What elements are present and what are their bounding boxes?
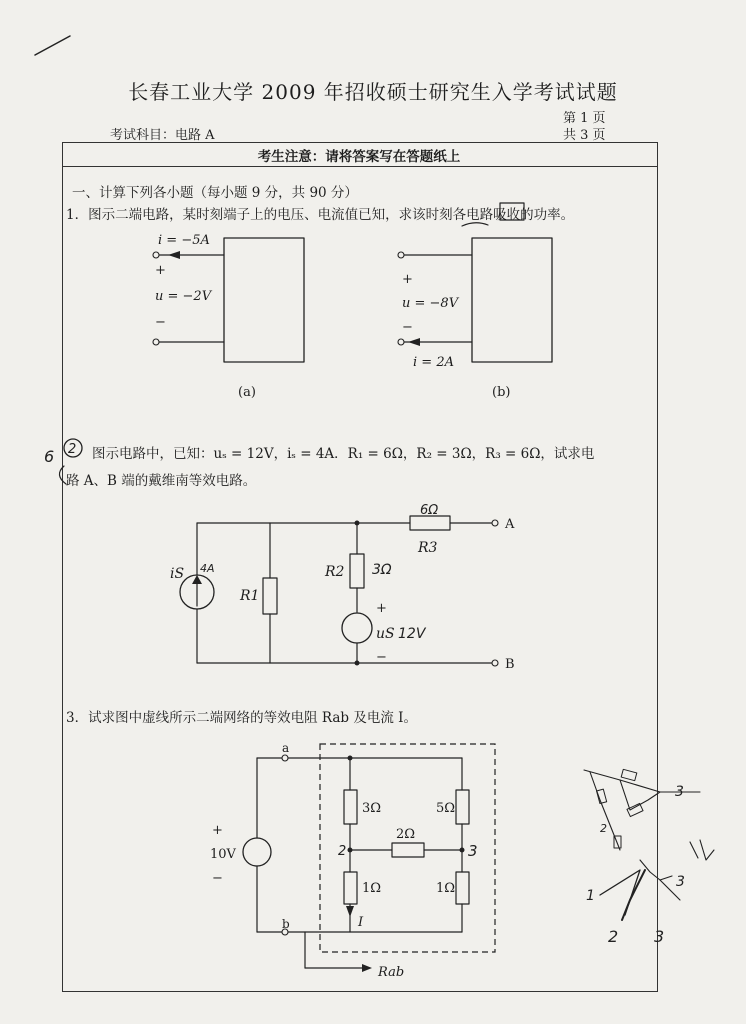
label-i-a: i = −5A [158, 233, 210, 248]
label-I: I [358, 915, 364, 930]
hand-sketch-3b: 3 [676, 874, 685, 890]
plus-10v: + [212, 823, 223, 838]
hand-sketch-1: 1 [586, 888, 595, 904]
label-r2: R2 [325, 564, 345, 580]
hand-sketch-2b: 2 [608, 927, 619, 946]
label-A: A [505, 517, 515, 532]
plus-a: + [155, 263, 166, 278]
terminal-B [492, 660, 498, 666]
label-10v: 10V [210, 847, 236, 862]
plus-us: + [376, 601, 387, 616]
hand-us-value: 12V [398, 626, 426, 642]
page-total: 共 3 页 [563, 128, 606, 143]
resistor-2ohm [392, 843, 424, 857]
hand-r3-value: 6Ω [420, 503, 439, 518]
current-arrow-a [168, 251, 180, 259]
handwritten-notes [44, 203, 714, 946]
resistor-r3 [410, 516, 450, 530]
label-is: iS [170, 566, 185, 582]
label-b3: b [282, 917, 290, 931]
terminal-A [492, 520, 498, 526]
current-arrow-I [346, 906, 354, 917]
label-1ohm-left: 1Ω [362, 881, 382, 896]
label-us: uS [376, 626, 395, 642]
page-number: 第 1 页 [563, 111, 606, 126]
hand-sketch-3c: 3 [654, 927, 665, 946]
label-r1: R1 [240, 588, 260, 604]
hand-is-value: 4A [200, 562, 215, 575]
resistor-r2 [350, 554, 364, 588]
hand-margin-6: 6 [44, 447, 55, 466]
label-B: B [505, 657, 515, 672]
label-5ohm: 5Ω [436, 801, 456, 816]
hand-circled-2: 2 [68, 442, 77, 457]
terminal-b-bottom [398, 339, 404, 345]
current-arrow-b [408, 338, 420, 346]
terminal-b-top [398, 252, 404, 258]
source-10v [243, 838, 271, 866]
circuit-1b [398, 238, 552, 400]
section-heading: 一、计算下列各小题（每小题 9 分，共 90 分） [72, 185, 358, 201]
circuit-2 [170, 516, 515, 672]
question-1-text: 1．图示二端电路，某时刻端子上的电压、电流值已知，求该时刻各电路吸收的功率。 [66, 207, 575, 223]
caption-a: (a) [238, 385, 256, 400]
circuit-1a [153, 233, 304, 400]
hand-sketch-2: 2 [600, 822, 607, 835]
question-2-text-cont: 路 A、B 端的戴维南等效电路。 [66, 473, 257, 489]
label-u-a: u = −2V [155, 289, 212, 304]
hand-node-3: 3 [468, 842, 478, 860]
voltage-source [342, 613, 372, 643]
question-3-text: 3．试求图中虚线所示二端网络的等效电阻 Rab 及电流 I。 [66, 710, 417, 726]
label-a3: a [282, 741, 290, 755]
resistor-r1 [263, 578, 277, 614]
resistor-3ohm [344, 790, 357, 824]
circuit-3 [210, 741, 495, 980]
resistor-5ohm [456, 790, 469, 824]
resistor-1ohm-right [456, 872, 469, 904]
terminal-a3 [282, 755, 288, 761]
hand-r2-value: 3Ω [372, 562, 392, 578]
box-b [472, 238, 552, 362]
label-i-b: i = 2A [413, 355, 454, 370]
caption-b: (b) [492, 385, 511, 400]
terminal-a-top [153, 252, 159, 258]
exam-title: 长春工业大学 2009 年招收硕士研究生入学考试试题 [128, 80, 618, 104]
minus-10v: − [212, 871, 223, 886]
exam-notice: 考生注意：请将答案写在答题纸上 [257, 149, 461, 165]
resistor-1ohm-left [344, 872, 357, 904]
label-2ohm: 2Ω [396, 827, 416, 842]
box-a [224, 238, 304, 362]
exam-subject: 考试科目：电路 A [110, 128, 215, 143]
label-1ohm-right: 1Ω [436, 881, 456, 896]
terminal-a-bottom [153, 339, 159, 345]
label-r3: R3 [418, 540, 438, 556]
pen-mark [35, 36, 70, 55]
question-2-text: 图示电路中，已知：uₛ = 12V，iₛ = 4A．R₁ = 6Ω，R₂ = 3Ω，R₃ = 6Ω，试求电 [92, 446, 595, 462]
minus-us: − [376, 650, 387, 665]
minus-b: − [402, 320, 413, 335]
label-Rab: Rab [378, 965, 405, 980]
minus-a: − [155, 315, 166, 330]
plus-b: + [402, 272, 413, 287]
label-u-b: u = −8V [402, 296, 459, 311]
hand-node-2: 2 [338, 844, 347, 859]
label-3ohm: 3Ω [362, 801, 382, 816]
hand-sketch-3: 3 [675, 784, 684, 800]
